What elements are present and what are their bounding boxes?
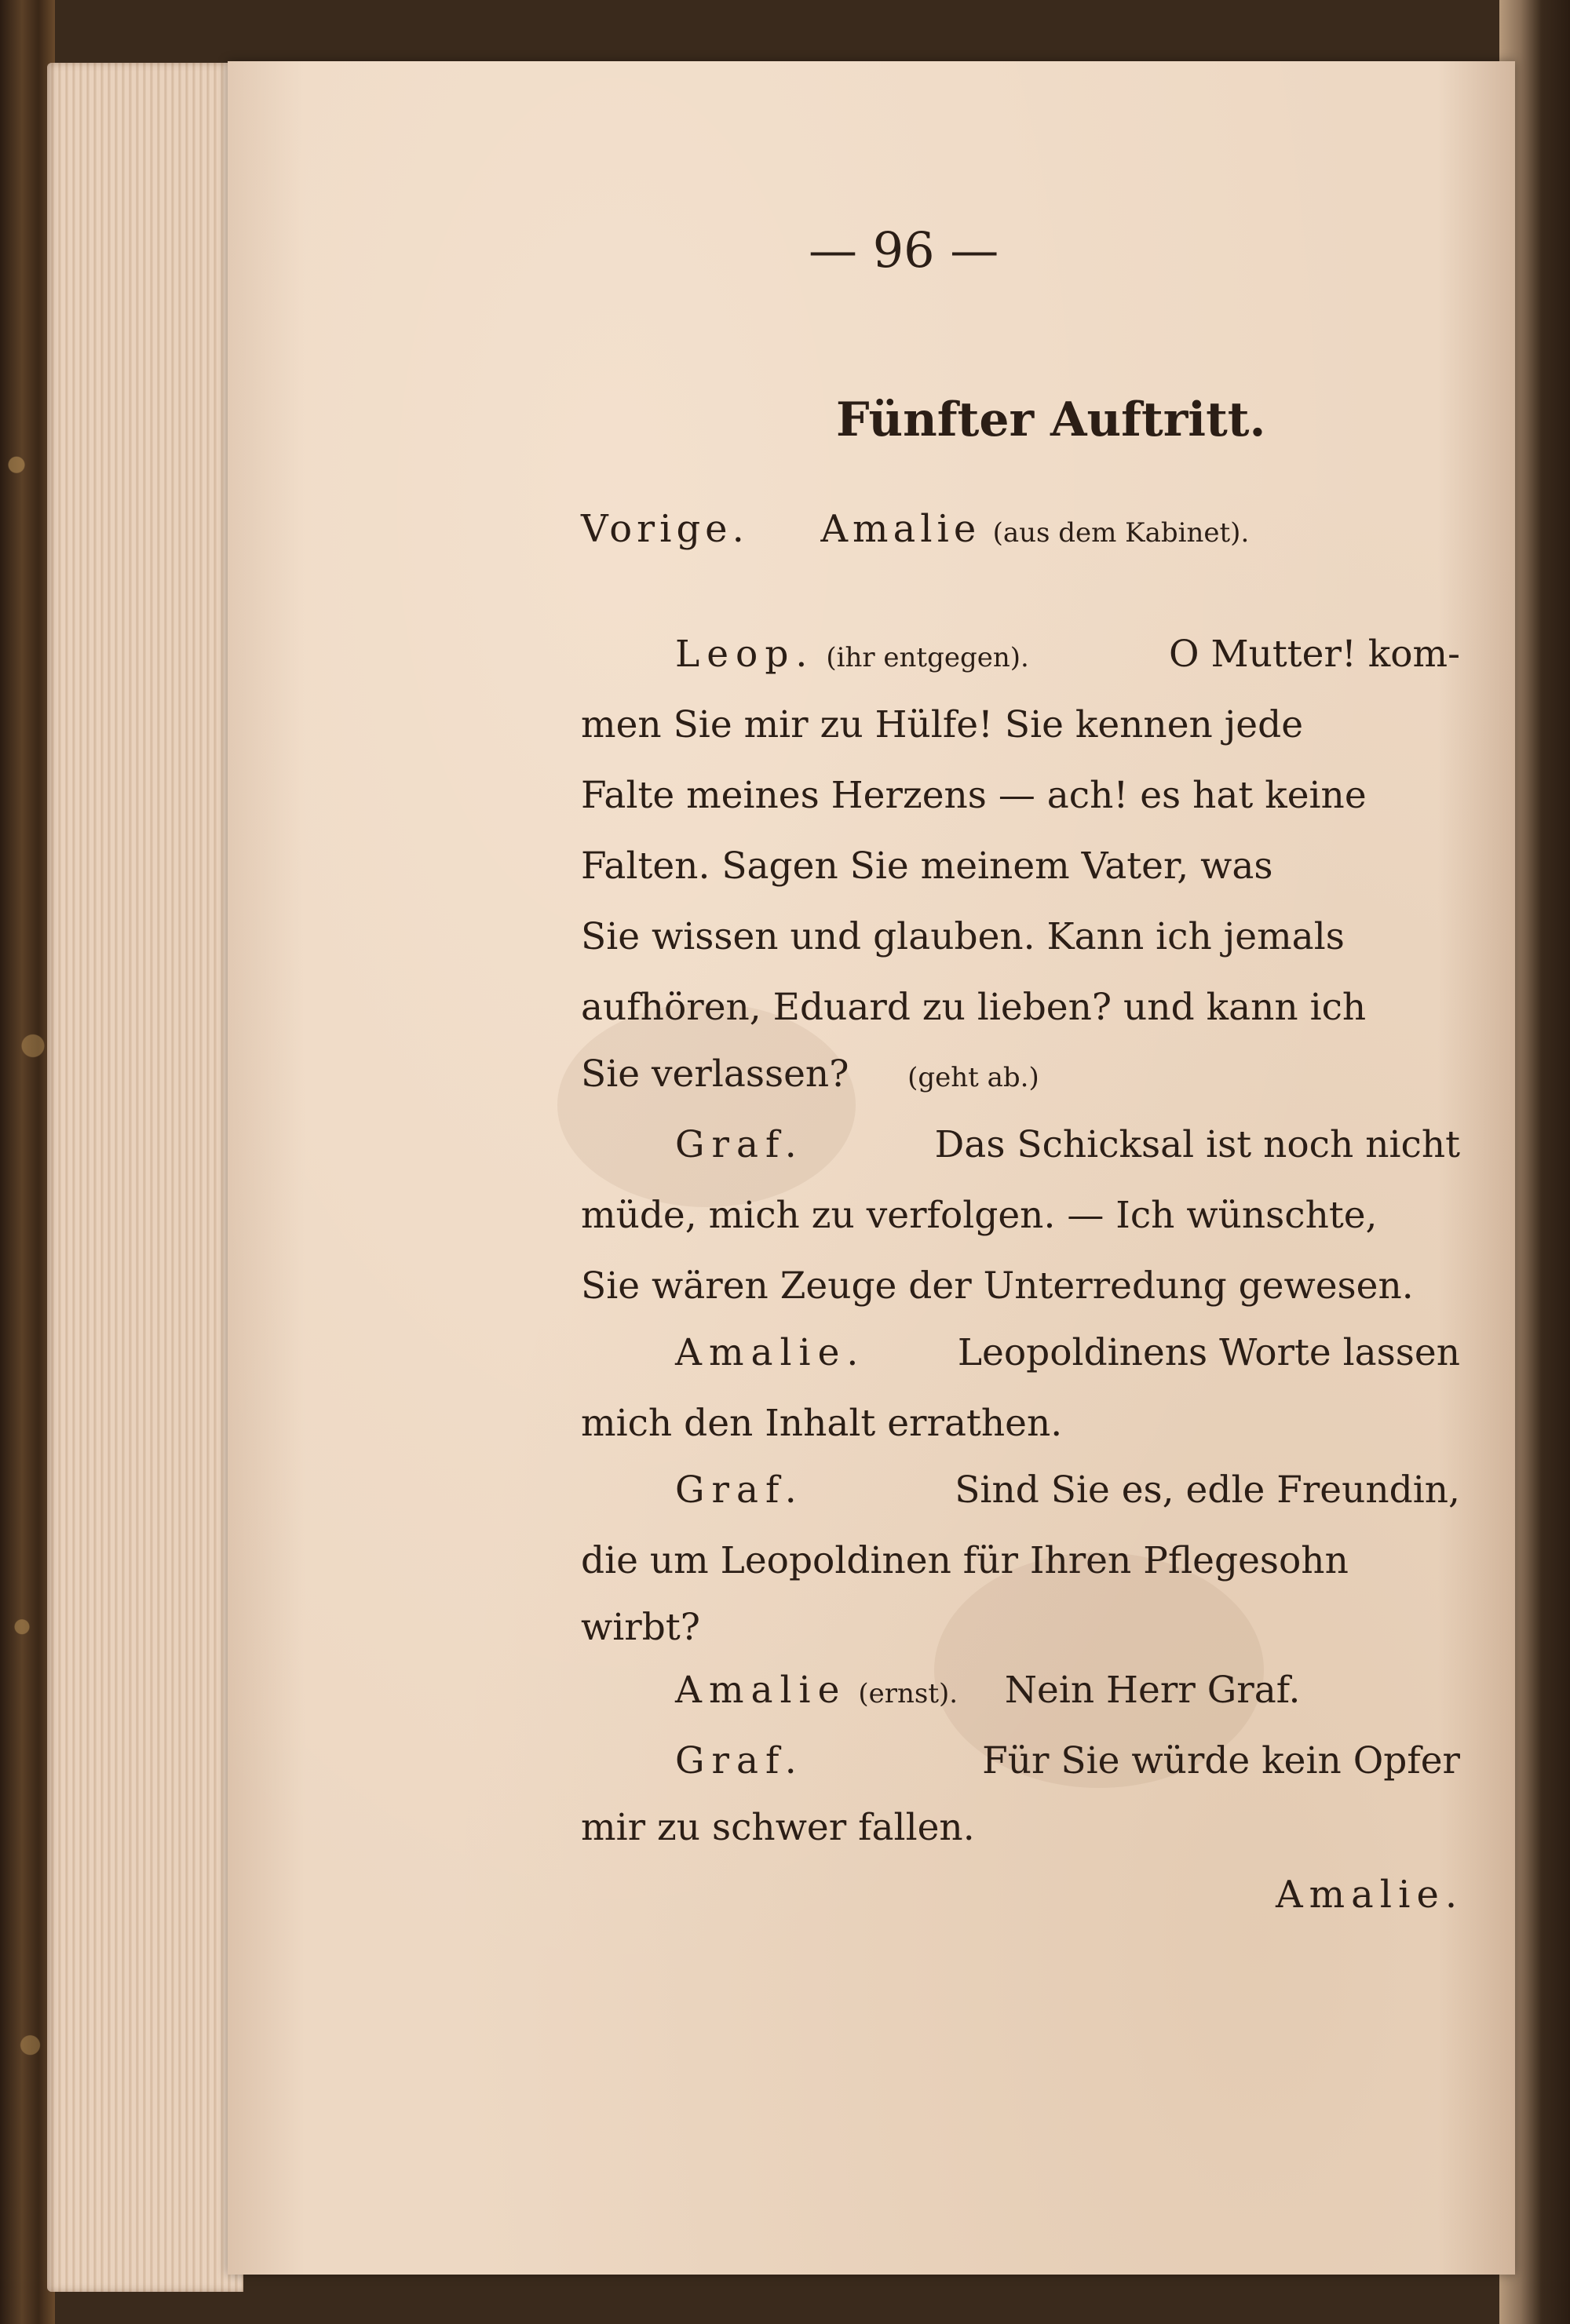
dialogue-line: [581, 845, 1460, 888]
dialogue-line: [581, 774, 1460, 817]
line-text: mir zu schwer fallen.: [581, 1806, 975, 1849]
dialogue-line: [581, 986, 1460, 1029]
speaker-name: Amalie: [675, 1669, 847, 1712]
line-text: Sie verlassen?: [581, 1053, 849, 1096]
stage-persons: Vorige.: [581, 507, 749, 551]
dialogue-line: [675, 633, 1460, 676]
speaker-name: Leop.: [675, 633, 815, 676]
line-text: Sie wären Zeuge der Unterredung gewesen.: [581, 1264, 1414, 1308]
line-text: men Sie mir zu Hülfe! Sie kennen jede: [581, 703, 1304, 746]
dialogue-line: [675, 1468, 1460, 1512]
dialogue-line: [675, 1669, 1301, 1712]
dialogue-line: [581, 915, 1460, 958]
speaker-name: Amalie.: [675, 1331, 866, 1374]
page-number: — 96 —: [809, 221, 999, 279]
dialogue-line: [675, 1739, 1460, 1782]
stage-direction: [581, 507, 1250, 551]
line-text: wirbt?: [581, 1606, 700, 1649]
dialogue-line: [581, 1264, 1414, 1308]
line-text: Sie wissen und glauben. Kann ich jemals: [581, 915, 1345, 958]
stage-direction-note: (geht ab.): [907, 1062, 1039, 1093]
line-text: Nein Herr Graf.: [1004, 1669, 1301, 1712]
line-text: Für Sie würde kein Opfer: [982, 1739, 1460, 1782]
line-text: Falten. Sagen Sie meinem Vater, was: [581, 845, 1273, 888]
dialogue-line: [581, 1606, 700, 1649]
dialogue-line: [581, 703, 1460, 746]
dialogue-line: [675, 1123, 1460, 1166]
line-text: die um Leopoldinen für Ihren Pflegesohn: [581, 1539, 1349, 1582]
catchword: Amalie.: [1276, 1873, 1464, 1917]
stage-direction-note: (aus dem Kabinet).: [992, 517, 1250, 549]
line-text: Sind Sie es, edle Freundin,: [955, 1468, 1460, 1512]
speaker-name: Graf.: [675, 1739, 804, 1782]
page-edges: [47, 63, 243, 2292]
line-text: Das Schicksal ist noch nicht: [934, 1123, 1460, 1166]
stage-person-amalie: Amalie: [820, 507, 981, 551]
line-text: mich den Inhalt errathen.: [581, 1402, 1063, 1445]
line-text: O Mutter! kom-: [1169, 633, 1460, 676]
dialogue-line: [581, 1402, 1063, 1445]
line-text: müde, mich zu verfolgen. — Ich wünschte,: [581, 1194, 1378, 1237]
dialogue-line: [581, 1539, 1460, 1582]
line-text: Falte meines Herzens — ach! es hat keine: [581, 774, 1367, 817]
dialogue-line: [675, 1331, 1460, 1374]
dialogue-line: [581, 1194, 1460, 1237]
line-text: aufhören, Eduard zu lieben? und kann ich: [581, 986, 1367, 1029]
speaker-name: Graf.: [675, 1468, 804, 1512]
stage-direction-note: (ernst).: [858, 1678, 958, 1709]
scene-heading: Fünfter Auftritt.: [836, 392, 1266, 447]
line-text: Leopoldinens Worte lassen: [957, 1331, 1460, 1374]
stage-direction-note: (ihr entgegen).: [826, 642, 1029, 673]
speaker-name: Graf.: [675, 1123, 804, 1166]
dialogue-line: [581, 1806, 975, 1849]
dialogue-line: [581, 1053, 1039, 1096]
